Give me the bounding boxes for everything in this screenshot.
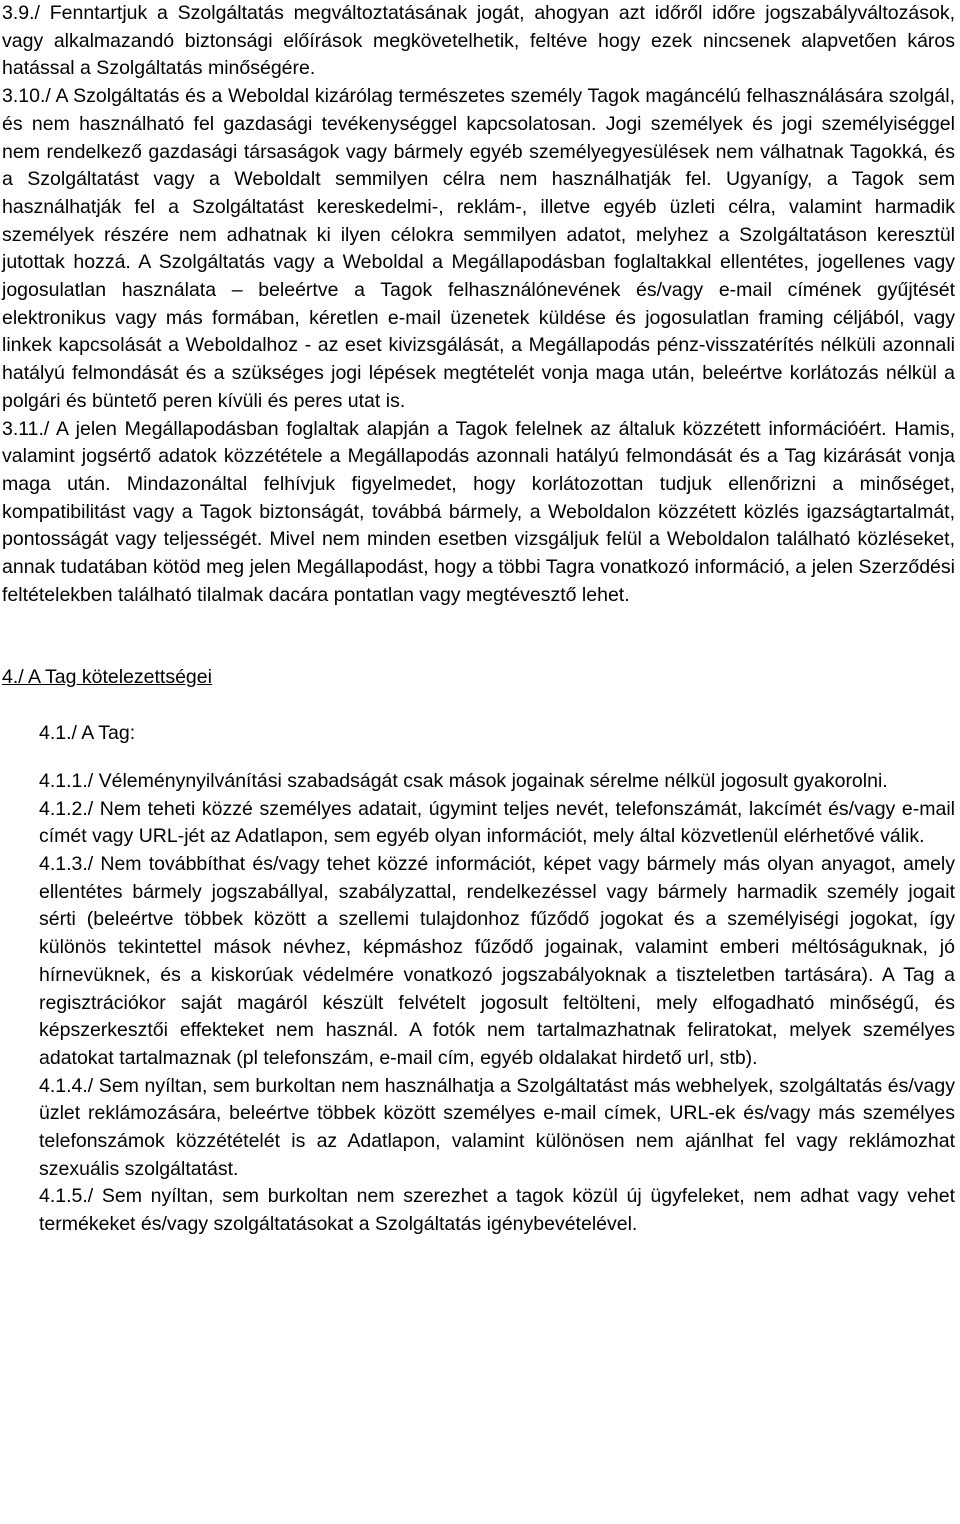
item-4-1-3: 4.1.3./ Nem továbbíthat és/vagy tehet közzé információt, képet vagy bármely más olyan anyagot, amely ellentétes bármely jogszabállyal, szabályzattal, rendelkezéssel vagy bármely harmadik személy jogait sérti (beleértve többek között a szellemi tulajdonhoz fűződő jogokat és a személyiségi jogokat, így különös tekintettel mások névhez, képmáshoz fűződő jogainak, valamint emberi méltóságuknak, jó hírnevüknek, és a kiskorúak védelmére vonatkozó jogszabályoknak a tiszteletben tartására). A Tag a regisztrációkor saját magáról készült felvételt jogosult feltölteni, mely elfogadható minőségű, és képszerkesztői effekteket nem használ. A fotók nem tartalmazhatnak feliratokat, melyek személyes adatokat tartalmaznak (pl telefonszám, e-mail cím, egyéb oldalakat hirdető url, stb).	[39, 852, 955, 1069]
spacer	[2, 692, 955, 720]
item-4-1-2: 4.1.2./ Nem teheti közzé személyes adatait, úgymint teljes nevét, telefonszámát, lakcímét és/vagy e-mail címét vagy URL-jét az Adatlapon, sem egyéb olyan információt, mely által közvetlenül elérhetővé válik.	[39, 797, 955, 848]
spacer	[2, 609, 955, 664]
document-page	[2, 0, 955, 1239]
spacer	[2, 748, 955, 768]
item-4-1-4: 4.1.4./ Sem nyíltan, sem burkoltan nem használhatja a Szolgáltatást más webhelyek, szolgáltatás és/vagy üzlet reklámozására, beleértve többek között személyes e-mail címek, URL-ek és/vagy más személyes telefonszámok közzétételét is az Adatlapon, valamint különösen nem ajánlhat fel vagy reklámozhat szexuális szolgáltatást.	[39, 1074, 955, 1180]
section-heading-4: 4./ A Tag kötelezettségei	[2, 666, 212, 689]
item-4-1-1: 4.1.1./ Véleménynyilvánítási szabadságát csak mások jogainak sérelme nélkül jogosult gyakorolni.	[39, 769, 888, 792]
paragraph-3-11: 3.11./ A jelen Megállapodásban foglaltak alapján a Tagok felelnek az általuk közzétett információért. Hamis, valamint jogsértő adatok közzététele a Megállapodás azonnali hatályú felmondását és a Tag kizárását vonja maga után. Mindazonáltal felhívjuk figyelmedet, hogy korlátozottan tudjuk ellenőrizni a minőséget, kompatibilitást vagy a Tagok biztonságát, továbbá bármely, a Weboldalon közzétett közlés igazságtartalmát, pontosságát vagy teljességét. Mivel nem minden esetben vizsgáljuk felül a Weboldalon található közléseket, annak tudatában kötöd meg jelen Megállapodást, hogy a többi Tagra vonatkozó információ, a jelen Szerződési feltételekben található tilalmak dacára pontatlan vagy megtévesztő lehet.	[2, 417, 955, 606]
paragraph-3-10: 3.10./ A Szolgáltatás és a Weboldal kizárólag természetes személy Tagok magáncélú felhasználására szolgál, és nem használható fel gazdasági tevékenységgel kapcsolatosan. Jogi személyek és jogi személyiséggel nem rendelkező gazdasági társaságok vagy bármely egyéb személyegyesülések nem válhatnak Tagokká, és a Szolgáltatást vagy a Weboldalt semmilyen célra nem használhatják fel. Ugyanígy, a Tagok sem használhatják fel a Szolgáltatást kereskedelmi-, reklám-, illetve egyéb üzleti célra, valamint harmadik személyek részére nem adhatnak ki ilyen célokra semmilyen adatot, melyhez a Szolgáltatáson keresztül jutottak hozzá. A Szolgáltatás vagy a Weboldal a Megállapodásban foglaltakkal ellentétes, jogellenes vagy jogosulatlan használata – beleértve a Tagok felhasználónevének és/vagy e-mail címének gyűjtését elektronikus vagy más formában, kéretlen e-mail üzenetek küldése és jogosulatlan framing céljából, vagy linkek kapcsolását a Weboldalhoz - az eset kivizsgálását, a Megállapodás pénz-visszatérítés nélküli azonnali hatályú felmondását és a szükséges jogi lépések megtételét vonja maga után, beleértve korlátozás nélkül a polgári és büntető peren kívüli és peres utat is.	[2, 85, 955, 412]
paragraph-3-9: 3.9./ Fenntartjuk a Szolgáltatás megváltoztatásának jogát, ahogyan azt időről időre jogszabályváltozások, vagy alkalmazandó biztonsági előírások megkövetelhetik, feltéve hogy ezek nincsenek alapvetően káros hatással a Szolgáltatás minőségére.	[2, 2, 955, 80]
item-4-1-5: 4.1.5./ Sem nyíltan, sem burkoltan nem szerezhet a tagok közül új ügyfeleket, nem adhat vagy vehet termékeket és/vagy szolgáltatásokat a Szolgáltatás igénybevételével.	[39, 1185, 955, 1236]
subsection-heading-4-1: 4.1./ A Tag:	[39, 722, 136, 745]
